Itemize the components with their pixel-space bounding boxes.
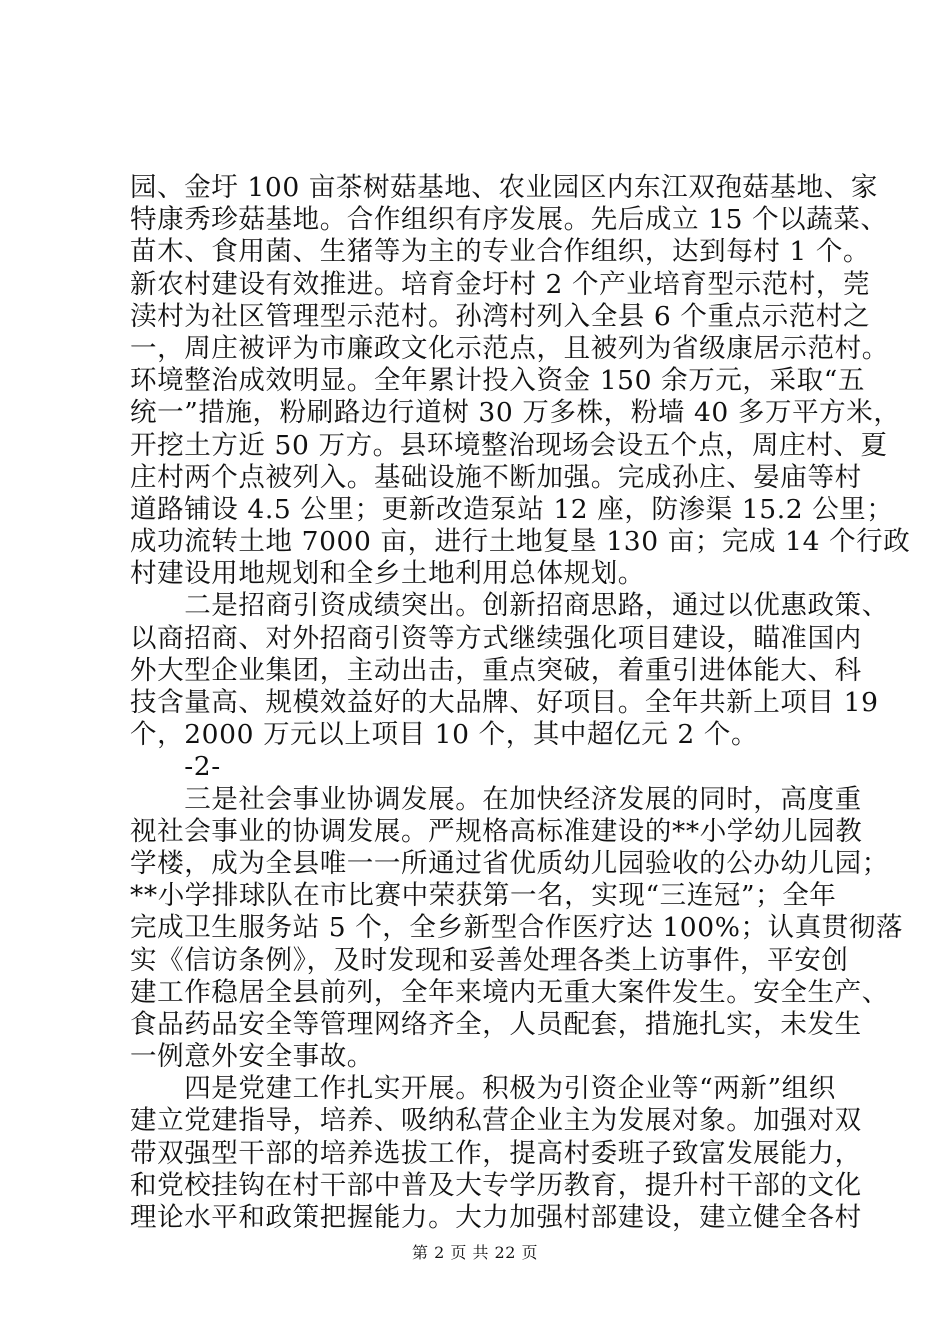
- text-line: 统一”措施，粉刷路边行道树 30 万多株，粉墙 40 多万平方米，: [130, 397, 901, 429]
- text-line: 视社会事业的协调发展。严规格高标准建设的**小学幼儿园教: [130, 815, 863, 847]
- text-line: 开挖土方近 50 万方。县环境整治现场会设五个点，周庄村、夏: [130, 429, 888, 461]
- text-line: 学楼，成为全县唯一一所通过省优质幼儿园验收的公办幼儿园；: [130, 847, 889, 879]
- text-line: 村建设用地规划和全乡土地利用总体规划。: [130, 558, 645, 590]
- text-line: 和党校挂钩在村干部中普及大专学历教育，提升村干部的文化: [130, 1169, 862, 1201]
- text-line: 成功流转土地 7000 亩，进行土地复垦 130 亩；完成 14 个行政: [130, 526, 911, 558]
- text-line: 建工作稳居全县前列，全年来境内无重大案件发生。安全生产、: [130, 976, 889, 1008]
- text-line: 食品药品安全等管理网络齐全，人员配套，措施扎实，未发生: [130, 1008, 862, 1040]
- text-line: 环境整治成效明显。全年累计投入资金 150 余万元，采取“五: [130, 365, 865, 397]
- page-footer: 第 2 页 共 22 页: [412, 1243, 538, 1262]
- document-body: [130, 172, 911, 1234]
- text-line: 苗木、食用菌、生猪等为主的专业合作组织，达到每村 1 个。: [130, 236, 871, 268]
- text-line: 道路铺设 4.5 公里；更新改造泵站 12 座，防渗渠 15.2 公里；: [130, 493, 894, 525]
- text-line: 带双强型干部的培养选拔工作，提高村委班子致富发展能力，: [130, 1137, 862, 1169]
- text-line: 完成卫生服务站 5 个，全乡新型合作医疗达 100%；认真贯彻落: [130, 912, 904, 944]
- text-line: 四是党建工作扎实开展。积极为引资企业等“两新”组织: [130, 1073, 836, 1105]
- text-line: 一例意外安全事故。: [130, 1041, 374, 1073]
- text-line: 三是社会事业协调发展。在加快经济发展的同时，高度重: [130, 783, 862, 815]
- text-line: 建立党建指导，培养、吸纳私营企业主为发展对象。加强对双: [130, 1105, 862, 1137]
- text-line: 新农村建设有效推进。培育金圩村 2 个产业培育型示范村，莞: [130, 268, 871, 300]
- text-line: 特康秀珍菇基地。合作组织有序发展。先后成立 15 个以蔬菜、: [130, 204, 888, 236]
- text-line: 一，周庄被评为市廉政文化示范点，且被列为省级康居示范村。: [130, 332, 889, 364]
- text-line: **小学排球队在市比赛中荣获第一名，实现“三连冠”；全年: [130, 880, 837, 912]
- text-line: 技含量高、规模效益好的大品牌、好项目。全年共新上项目 19: [130, 687, 879, 718]
- text-line: 个，2000 万元以上项目 10 个，其中超亿元 2 个。: [130, 719, 759, 751]
- text-line: 外大型企业集团，主动出击，重点突破，着重引进体能大、科: [130, 654, 862, 686]
- text-line: 二是招商引资成绩突出。创新招商思路，通过以优惠政策、: [130, 590, 889, 622]
- text-line: 以商招商、对外招商引资等方式继续强化项目建设，瞄准国内: [130, 622, 862, 654]
- text-line: 庄村两个点被列入。基础设施不断加强。完成孙庄、晏庙等村: [130, 461, 862, 493]
- text-line: 渎村为社区管理型示范村。孙湾村列入全县 6 个重点示范村之: [130, 300, 871, 332]
- text-line: 理论水平和政策把握能力。大力加强村部建设，建立健全各村: [130, 1202, 862, 1233]
- text-line: -2-: [130, 751, 221, 783]
- text-line: 实《信访条例》，及时发现和妥善处理各类上访事件，平安创: [130, 944, 849, 976]
- text-line: 园、金圩 100 亩茶树菇基地、农业园区内东江双孢菇基地、家: [130, 172, 878, 203]
